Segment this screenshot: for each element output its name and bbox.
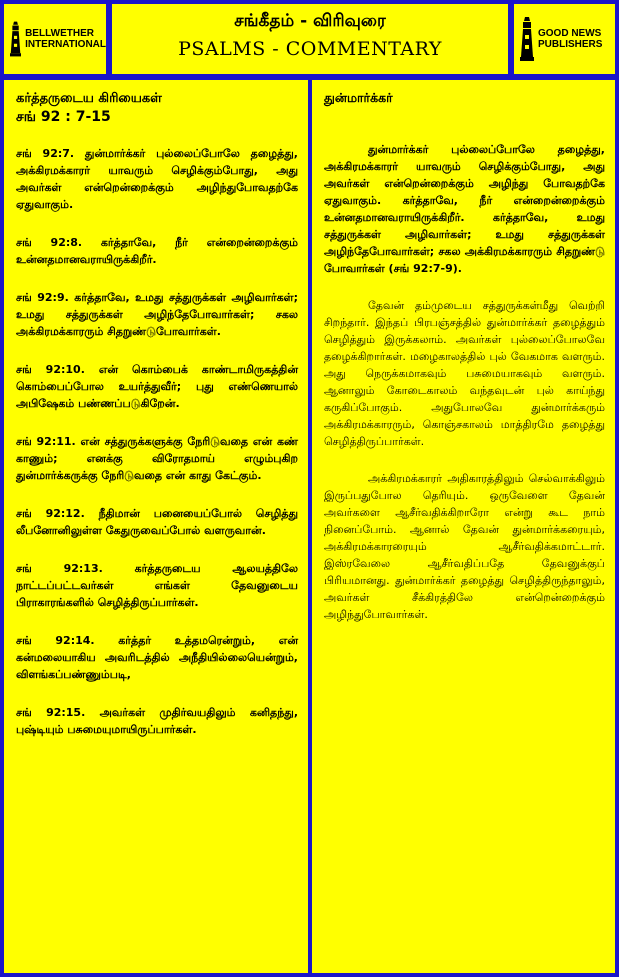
verse-15: சங் 92:15. அவர்கள் முதிர்வயதிலும் கனிதந்து, புஷ்டியும் பசுமையுமாயிருப்பார்கள். [16,706,298,736]
verse-13: சங் 92:13. கர்த்தருடைய ஆலயத்திலே நாட்டப்பட்டவர்கள் எங்கள் தேவனுடைய பிராகாரங்களில் செழித்திருப்பார்கள். [16,562,298,609]
logo-right-line2: PUBLISHERS [538,39,603,50]
verse-9: சங் 92:9. கர்த்தாவே, உமது சத்துருக்கள் அழிவார்கள்; உமது சத்துருக்கள் அழிந்தேபோவார்கள்; சகல அக்கிரமக்காரரும் சிதறுண்டுபோவார்கள். [16,291,298,338]
section-heading: கர்த்தருடைய கிரியைகள் [16,91,162,106]
verse-11: சங் 92:11. என் சத்துருக்களுக்கு நேரிடுவதை என் கண் காணும்; எனக்கு விரோதமாய் எழும்புகிற துன்மார்க்கருக்கு நேரிடுவதை என் காது கேட்கும். [16,435,298,482]
scripture-reference: சங் 92 : 7-15 [16,109,111,125]
verses-column [4,80,308,973]
title-english: PSALMS - COMMENTARY [178,38,442,60]
verse-8: சங் 92:8. கர்த்தாவே, நீர் என்றைன்றைக்கும் உன்னதமானவராயிருக்கிறீர். [16,236,298,266]
commentary-paragraph: அக்கிரமக்காரர் அதிகாரத்திலும் செல்வாக்கிலும் இருப்பதுபோல தெரியும். ஒருவேளை தேவன் அவர்களை ஆசீர்வதிக்கிறாரோ என்று கூட நாம் நினைப்போம். ஆனால் தேவன் துன்மார்க்கரையும், அக்கிரமக்காரரையும் ஆசீர்வதிக்கமாட்டார். இஸ்ரவேலை ஆசீர்வதிப்பதே தேவனுக்குப் பிரியமானது. துன்மார்க்கர் தழைத்து செழித்திருந்தாலும், அவர்கள் சீக்கிரத்திலே என்றென்றைக்கும் அழிந்துபோவார்கள். [324,472,605,621]
lighthouse-icon [520,17,534,61]
logo-right-line1: GOOD NEWS [538,28,602,39]
verse-12: சங் 92:12. நீதிமான் பனையைப்போல் செழித்து லீபனோனிலுள்ள கேதுருவைப்போல் வளருவான். [16,507,298,537]
commentary-heading: துன்மார்க்கர் [324,90,393,105]
verse-7: சங் 92:7. துன்மார்க்கர் புல்லைப்போலே தழைத்து, அக்கிரமக்காரர் யாவரும் செழிக்கும்போது, அது அவர்கள் என்றென்றைக்கும் அழிந்துபோவதற்கே ஏதுவாகும். [16,147,298,211]
commentary-column [312,80,615,973]
commentary-paragraph: துன்மார்க்கர் புல்லைப்போலே தழைத்து, அக்கிரமக்காரர் யாவரும் செழிக்கும்போது, அது அவர்கள் என்றென்றைக்கும் அழிந்து போவதற்கே ஏதுவாகும். கர்த்தாவே, நீர் என்றைன்றைக்கும் உன்னதமானவராயிருக்கிறீர். கர்த்தாவே, உமது சத்துருக்கள் அழிவார்கள்; உமது சத்துருக்கள் அழிந்தேபோவார்கள்; சகல அக்கிரமக்காரரும் சிதறுண்டு போவார்கள் (சங் 92:7-9). [324,143,605,275]
page-header [112,4,508,74]
lighthouse-icon [10,17,21,61]
bellwether-logo [4,4,106,74]
logo-left-line1: BELLWETHER [25,28,94,39]
good-news-logo [514,4,615,74]
verse-14: சங் 92:14. கர்த்தர் உத்தமரென்றும், என் கன்மலையாகிய அவரிடத்தில் அநீதியில்லையென்றும், விளங்கப்பண்ணும்படி, [16,634,298,681]
logo-left-line2: INTERNATIONAL [25,39,106,50]
commentary-paragraph: தேவன் தம்முடைய சத்துருக்கள்மீது வெற்றி சிறந்தார். இந்தப் பிரபஞ்சத்தில் துன்மார்க்கர் தழைத்தும் செழித்தும் இருக்கலாம். அவர்கள் புல்லைப்போலவே தழைக்கிறார்கள். மழைகாலத்தில் புல் வேகமாக வளரும். அது நெருக்கமாகவும் பசுமையாகவும் வளரும். ஆனாலும் கோடைகாலம் வந்தவுடன் புல் காய்ந்து கருகிப்போகும். அதுபோலவே துன்மார்க்கரும் அக்கிரமக்காரரும், கொஞ்சகாலம் மாத்திரமே தழைத்து செழித்திருப்பார்கள். [324,299,605,448]
verse-10: சங் 92:10. என் கொம்பைக் காண்டாமிருகத்தின் கொம்பைப்போல உயர்த்துவீர்; புது எண்ணெயால் அபிஷேகம் பண்ணப்படுகிறேன். [16,363,298,410]
title-tamil: சங்கீதம் - விரிவுரை [234,11,386,31]
